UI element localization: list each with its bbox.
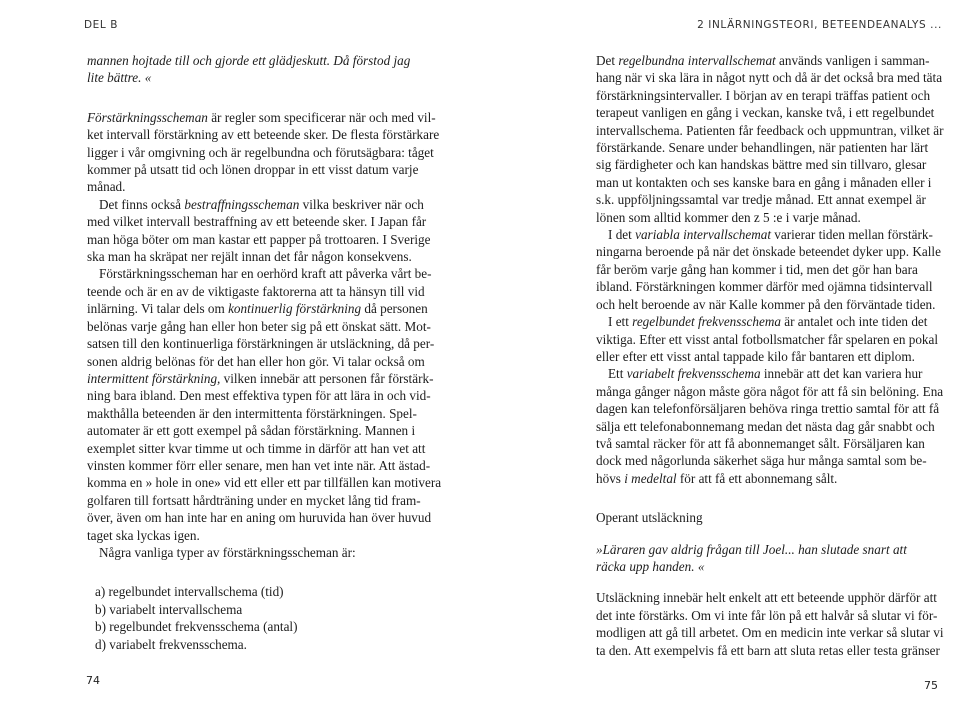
text-line: många gånger någon måste göra något för att få sin belöning. Ena (596, 383, 944, 399)
text-line: Ett variabelt frekvensschema innebär att det kan variera hur (608, 366, 923, 382)
quote-line: »Läraren gav aldrig frågan till Joel... han slutade snart att (596, 541, 907, 557)
text-line: ning bara ibland. Den mest effektiva typen för att lära in och vid- (87, 388, 431, 404)
text-line: Förstärkningsscheman är regler som specificerar när och med vil- (87, 109, 436, 125)
text-line: golfaren till fortsatt hårdträning under en mycket lång tid fram- (87, 492, 421, 508)
text-line: komma en » hole in one» vid ett eller ett par tillfällen kan motivera (87, 475, 442, 491)
text-line: kommer på utsatt tid och lönen droppar in ett visst datum varje (87, 162, 419, 178)
text-line: får beröm varje gång han kommer i tid, men det gör han bara (596, 261, 918, 277)
paragraph-gap (596, 527, 942, 541)
text-line: exemplet sitter kvar timme ut och timme in därför att han vet att (87, 440, 426, 456)
text-line: terapeut vanligen en gång i veckan, kanske två, i ett regelbundet (596, 105, 935, 121)
text-line: inlärning. Vi talar dels om kontinuerlig förstärkning då personen (87, 301, 428, 317)
text-line: satsen till den kontinuerliga förstärkningen är utsläckning, då per- (87, 336, 435, 352)
paragraph-gap (596, 575, 942, 589)
text-line: taget ska lyckas igen. (87, 527, 200, 543)
text-line: I det variabla intervallschemat varierar tiden mellan förstärk- (608, 227, 933, 243)
text-line: teende och är en av de viktigaste faktorerna att ta hänsyn till vid (87, 283, 425, 299)
quote-line: räcka upp handen. « (596, 558, 705, 574)
right-page (480, 0, 960, 725)
list-item: b) variabelt intervallschema (95, 601, 243, 617)
paragraph-gap (596, 487, 942, 509)
text-line: förstärkande. Senare under behandlingen, när patienten har lärt (596, 140, 929, 156)
text-line: ta den. Att exempelvis få ett barn att sluta retas eller testa gränser (596, 642, 940, 658)
running-head-left: DEL B (84, 19, 119, 31)
left-body-text (87, 52, 450, 653)
section-heading: Operant utsläckning (596, 510, 703, 526)
text-line: ligger i vår omgivning och är regelbundna och förutsägbara: tåget (87, 144, 434, 160)
list-item: a) regelbundet intervallschema (tid) (95, 584, 284, 600)
text-line: förstärkningsintervaller. I början av en terapi träffas patient och (596, 87, 931, 103)
quote-line: mannen hojtade till och gjorde ett glädjeskutt. Då förstod jag (87, 53, 411, 68)
text-line: ket intervall förstärkning av ett beteende sker. De flesta förstärkare (87, 127, 440, 143)
list-item: d) variabelt frekvensschema. (95, 636, 247, 652)
text-line: belönas varje gång han eller hon beter sig på ett önskat sätt. Mot- (87, 318, 431, 334)
text-line: sälja ett telefonabonnemang medan det nästa dag går snabbt och (596, 418, 935, 434)
list-item: b) regelbundet frekvensschema (antal) (95, 619, 298, 635)
running-head-right: 2 INLÄRNINGSTEORI, BETEENDEANALYS ... (697, 19, 942, 31)
page-number-right: 75 (924, 679, 938, 692)
text-line: man höga böter om man kastar ett papper på trottoaren. I Sverige (87, 231, 431, 247)
text-line: viktiga. Efter ett visst antal fotbollsmatcher får spelaren en pokal (596, 331, 939, 347)
text-line: dock med någorlunda säkerhet säga hur många samtal som be- (596, 453, 927, 469)
text-line: man ut kontakten och ses kanske bara en gång i månaden eller i (596, 174, 932, 190)
text-line: och helt beroende av när Kalle kommer på den förväntade tiden. (596, 296, 936, 312)
text-line: hövs i medeltal för att få ett abonnemang sålt. (596, 470, 838, 486)
text-line: sig färdigheter och kan handskas bättre med sin tillvaro, glesar (596, 157, 927, 173)
text-line: sonen aldrig belönas för det han eller hon gör. Vi talar också om (87, 353, 425, 369)
text-line: I ett regelbundet frekvensschema är antalet och inte tiden det (608, 314, 928, 330)
text-line: modligen att gå till arbetet. Om en medicin inte verkar så slutar vi (596, 625, 944, 641)
text-line: Förstärkningsscheman har en oerhörd kraft att påverka vårt be- (99, 266, 432, 282)
text-line: lönen som alltid kommer den z 5 :e i varje månad. (596, 209, 861, 225)
page-number-left: 74 (86, 674, 100, 687)
text-line: Några vanliga typer av förstärkningsscheman är: (99, 544, 356, 560)
right-body-text (596, 52, 942, 659)
text-line: dagen kan telefonförsäljaren behöva ringa trettio samtal för att få (596, 401, 940, 417)
text-line: över, även om han inte har en aning om huruvida han över huvud (87, 510, 432, 526)
quote-line: lite bättre. « (87, 70, 152, 86)
text-line: med vilket intervall bestraffning av ett beteende sker. I Japan får (87, 214, 427, 230)
text-line: eller efter ett visst antal tappade kilo får bantaren ett diplom. (596, 348, 915, 364)
text-line: ningarna beroende på när det önskade beteendet dyker upp. Kalle (596, 244, 941, 260)
paragraph-gap (87, 561, 450, 583)
text-line: s.k. uppföljningssamtal var tredje månad. Ett annat exempel är (596, 192, 926, 208)
text-line: intervallschema. Patienten får feedback och uppmuntran, vilket är (596, 122, 944, 138)
text-line: Det regelbundna intervallschemat används vanligen i samman- (596, 53, 930, 68)
text-line: intermittent förstärkning, vilken innebär att personen får förstärk- (87, 370, 434, 386)
text-line: ibland. Förstärkningen kommer därför med ojämna tidsintervall (596, 279, 933, 295)
text-line: Utsläckning innebär helt enkelt att ett beteende upphör därför att (596, 590, 937, 606)
paragraph-gap (87, 87, 450, 109)
text-line: Det finns också bestraffningsscheman vilka beskriver när och (99, 196, 424, 212)
text-line: det inte förstärks. Om vi inte får lön på ett halvår så slutar vi för- (596, 607, 938, 623)
text-line: hang när vi ska lära in något nytt och då är det också bra med täta (596, 70, 943, 86)
text-line: ska man ha skräpat ner rejält innan det får någon konsekvens. (87, 249, 412, 265)
text-line: månad. (87, 179, 126, 195)
text-line: makthålla beteenden är den intermittenta förstärkningen. Spel- (87, 405, 417, 421)
text-line: automater är ett gott exempel på sådan förstärkning. Mannen i (87, 423, 416, 439)
text-line: två samtal räcker för att få abonnemanget sålt. Försäljaren kan (596, 435, 925, 451)
text-line: vinsten kommer förr eller senare, men han vet inte när. Att ästad- (87, 457, 431, 473)
